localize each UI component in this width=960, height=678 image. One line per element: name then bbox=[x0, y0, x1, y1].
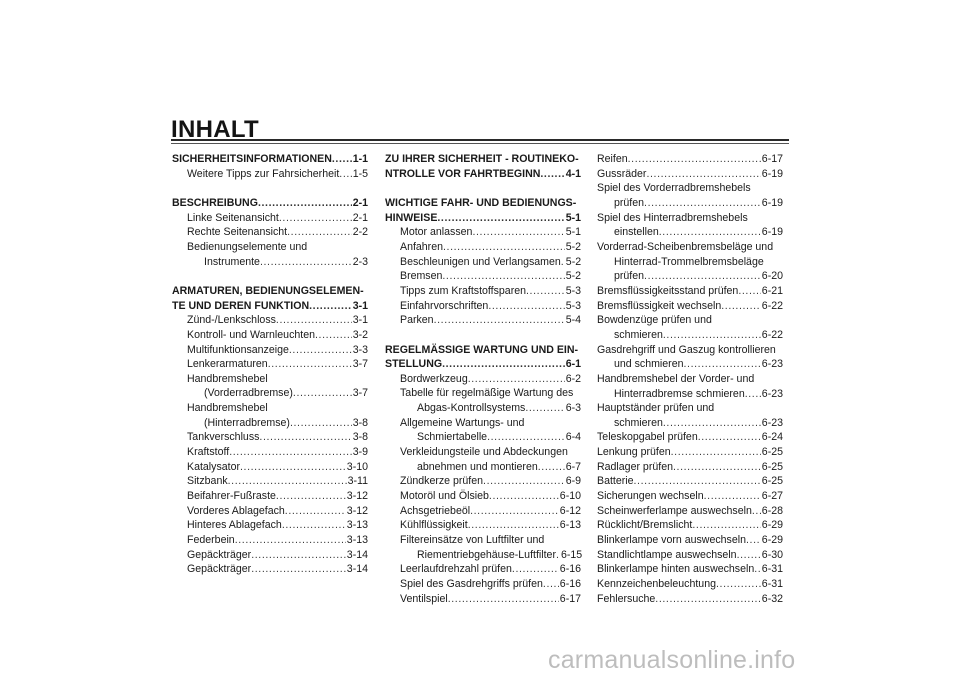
toc-entry[interactable] bbox=[597, 299, 783, 314]
dot-leader bbox=[721, 299, 761, 314]
toc-page-number: 3-10 bbox=[346, 460, 368, 473]
toc-page-number: 6-19 bbox=[761, 226, 783, 239]
toc-entry-text: Radlager prüfen bbox=[597, 460, 673, 473]
toc-page-number: 6-17 bbox=[761, 153, 783, 165]
toc-entry[interactable] bbox=[597, 504, 783, 519]
toc-entry[interactable] bbox=[597, 152, 783, 167]
toc-page-number: 3-14 bbox=[346, 563, 368, 576]
toc-entry-text: Spiel des Vorderradbremshebels bbox=[597, 182, 751, 195]
toc-entry[interactable] bbox=[597, 284, 783, 299]
dot-leader bbox=[540, 167, 564, 182]
toc-entry[interactable] bbox=[172, 489, 368, 504]
toc-entry-text: (Vorderradbremse) bbox=[204, 387, 293, 400]
dot-leader bbox=[512, 562, 559, 577]
toc-page-number: 5-2 bbox=[565, 255, 582, 268]
toc-entry-text: Blinkerlampe hinten auswechseln bbox=[597, 563, 755, 576]
toc-entry-text: STELLUNG bbox=[385, 358, 443, 371]
toc-entry[interactable] bbox=[385, 386, 581, 415]
toc-spacer bbox=[385, 328, 581, 343]
dot-leader bbox=[268, 357, 352, 372]
dot-leader bbox=[483, 474, 565, 489]
toc-entry-text: Abgas-Kontrollsystems bbox=[417, 402, 526, 415]
toc-entry[interactable] bbox=[172, 240, 368, 269]
toc-entry-text: (Hinterradbremse) bbox=[204, 416, 290, 429]
toc-entry-text: Multifunktionsanzeige bbox=[187, 343, 289, 356]
dot-leader bbox=[258, 196, 352, 211]
toc-entry-text: Reifen bbox=[597, 153, 628, 165]
dot-leader bbox=[698, 430, 761, 445]
dot-leader bbox=[276, 313, 352, 328]
dot-leader bbox=[737, 548, 761, 563]
toc-entry[interactable] bbox=[597, 518, 783, 533]
toc-entry[interactable] bbox=[597, 430, 783, 445]
dot-leader bbox=[448, 592, 559, 607]
toc-entry-text: Tabelle für regelmäßige Wartung des bbox=[400, 387, 574, 400]
toc-entry-text: Bedienungselemente und bbox=[187, 240, 308, 253]
toc-entry[interactable] bbox=[597, 460, 783, 475]
toc-entry-text: ARMATUREN, BEDIENUNGSELEMEN- bbox=[172, 284, 364, 297]
toc-entry-text: Bremsen bbox=[400, 270, 443, 283]
toc-entry[interactable] bbox=[385, 592, 581, 607]
toc-entry-text: Achsgetriebeöl bbox=[400, 504, 471, 517]
toc-entry-text: Hauptständer prüfen und bbox=[597, 402, 715, 415]
toc-page-number: 5-3 bbox=[565, 299, 581, 312]
dot-leader bbox=[282, 518, 346, 533]
toc-spacer bbox=[385, 181, 581, 196]
toc-page-number: 6-29 bbox=[761, 519, 783, 532]
toc-page-number: 6-23 bbox=[761, 387, 783, 400]
toc-entry-text: Katalysator bbox=[187, 460, 240, 473]
toc-entry-text: Linke Seitenansicht bbox=[187, 211, 279, 224]
dot-leader bbox=[235, 533, 346, 548]
dot-leader bbox=[260, 255, 352, 270]
toc-page-number: 5-2 bbox=[565, 270, 581, 283]
toc-entry-text: HINWEISE bbox=[385, 211, 438, 224]
toc-entry-text: Handbremshebel bbox=[187, 372, 268, 385]
toc-entry[interactable] bbox=[172, 372, 368, 401]
toc-page-number: 6-16 bbox=[559, 563, 581, 576]
toc-entry-text: Bordwerkzeug bbox=[400, 372, 468, 385]
toc-entry[interactable] bbox=[172, 548, 368, 563]
toc-page-number: 6-12 bbox=[559, 504, 581, 517]
toc-page-number: 5-3 bbox=[565, 284, 581, 297]
toc-page-number: 3-1 bbox=[352, 314, 368, 327]
toc-page-number: 6-16 bbox=[559, 578, 581, 590]
toc-page-number: 6-28 bbox=[761, 504, 783, 517]
toc-page-number: 4-1 bbox=[565, 167, 581, 180]
dot-leader bbox=[752, 504, 761, 519]
toc-entry-text: Leerlaufdrehzahl prüfen bbox=[400, 563, 512, 576]
toc-page-number: 6-31 bbox=[761, 563, 783, 576]
toc-page-number: 6-23 bbox=[761, 416, 783, 429]
dot-leader bbox=[655, 592, 761, 607]
toc-entry-text: Kühlflüssigkeit bbox=[400, 519, 468, 532]
toc-entry-text: Gepäckträger bbox=[187, 548, 252, 561]
toc-entry-text: Sicherungen wechseln bbox=[597, 490, 704, 503]
title-rule-thin bbox=[171, 143, 789, 144]
dot-leader bbox=[287, 225, 352, 240]
toc-section-entry[interactable] bbox=[172, 284, 368, 313]
toc-entry-text: Teleskopgabel prüfen bbox=[597, 431, 698, 444]
toc-entry[interactable] bbox=[385, 255, 581, 270]
toc-entry[interactable] bbox=[385, 240, 581, 255]
toc-entry-text: WICHTIGE FAHR- UND BEDIENUNGS- bbox=[385, 196, 577, 209]
toc-section-entry[interactable] bbox=[172, 152, 368, 167]
toc-page-number: 6-2 bbox=[565, 372, 581, 385]
dot-leader bbox=[290, 416, 352, 431]
dot-leader bbox=[315, 328, 352, 343]
toc-entry-text: Allgemeine Wartungs- und bbox=[400, 416, 525, 429]
toc-entry[interactable] bbox=[172, 474, 368, 489]
toc-page-number: 6-9 bbox=[565, 475, 581, 488]
toc-entry-text: Blinkerlampe vorn auswechseln bbox=[597, 534, 746, 547]
toc-entry-text: abnehmen und montieren bbox=[417, 460, 538, 473]
toc-entry[interactable] bbox=[172, 328, 368, 343]
toc-page-number: 6-29 bbox=[761, 534, 783, 547]
toc-entry[interactable] bbox=[385, 269, 581, 284]
toc-entry-text: ZU IHRER SICHERHEIT - ROUTINEKO- bbox=[385, 153, 579, 165]
dot-leader bbox=[644, 269, 761, 284]
toc-entry[interactable] bbox=[597, 533, 783, 548]
dot-leader bbox=[704, 489, 761, 504]
toc-page-number: 6-23 bbox=[761, 358, 783, 371]
dot-leader bbox=[489, 489, 559, 504]
dot-leader bbox=[628, 152, 761, 167]
toc-entry[interactable] bbox=[172, 343, 368, 358]
toc-page-number: 6-15 bbox=[560, 548, 583, 561]
toc-entry-text: Fehlersuche bbox=[597, 592, 656, 605]
toc-entry-text: Bowdenzüge prüfen und bbox=[597, 314, 712, 327]
toc-page-number: 6-22 bbox=[761, 328, 783, 341]
toc-page-number: 5-1 bbox=[565, 226, 581, 239]
toc-page-number: 3-8 bbox=[352, 416, 368, 429]
toc-page-number: 3-3 bbox=[352, 343, 368, 356]
dot-leader bbox=[543, 577, 559, 592]
toc-entry[interactable] bbox=[385, 533, 581, 562]
toc-entry[interactable] bbox=[597, 181, 783, 210]
toc-page-number: 3-11 bbox=[347, 475, 368, 488]
toc-entry[interactable] bbox=[385, 284, 581, 299]
toc-column-3 bbox=[597, 152, 783, 606]
dot-leader bbox=[663, 328, 761, 343]
dot-leader bbox=[644, 196, 761, 211]
toc-entry[interactable] bbox=[597, 577, 783, 592]
toc-entry-text: prüfen bbox=[614, 196, 645, 209]
toc-entry[interactable] bbox=[172, 211, 368, 226]
toc-entry-text: BESCHREIBUNG bbox=[172, 196, 258, 209]
toc-entry[interactable] bbox=[385, 504, 581, 519]
toc-entry-text: Weitere Tipps zur Fahrsicherheit bbox=[187, 167, 340, 180]
toc-section-entry[interactable] bbox=[385, 196, 581, 225]
toc-entry-text: Bremsflüssigkeit wechseln bbox=[597, 299, 722, 312]
toc-entry[interactable] bbox=[172, 445, 368, 460]
toc-entry-text: Beifahrer-Fußraste bbox=[187, 490, 276, 503]
toc-entry-text: Vorderes Ablagefach bbox=[187, 504, 285, 517]
toc-page-number: 2-2 bbox=[352, 226, 368, 239]
toc-page-number: 6-27 bbox=[761, 490, 783, 503]
toc-entry-text: Schmiertabelle bbox=[417, 431, 488, 444]
toc-entry[interactable] bbox=[597, 401, 783, 430]
page-title: INHALT bbox=[171, 116, 260, 143]
toc-page-number: 1-5 bbox=[352, 167, 368, 180]
toc-entry[interactable] bbox=[597, 592, 783, 607]
toc-entry[interactable] bbox=[597, 167, 783, 182]
toc-entry-text: Gussräder bbox=[597, 167, 647, 180]
toc-page-number: 6-13 bbox=[559, 519, 581, 532]
dot-leader bbox=[746, 533, 761, 548]
toc-entry-text: Riementriebgehäuse-Luftfilter bbox=[417, 548, 556, 561]
toc-entry-text: Filtereinsätze von Luftfilter und bbox=[400, 534, 545, 547]
toc-entry-text: Bremsflüssigkeitsstand prüfen bbox=[597, 284, 739, 297]
toc-entry-text: Vorderrad-Scheibenbremsbeläge und bbox=[597, 240, 774, 253]
toc-page-number: 6-7 bbox=[565, 460, 581, 473]
toc-entry-text: Verkleidungsteile und Abdeckungen bbox=[400, 446, 568, 459]
dot-leader bbox=[434, 313, 565, 328]
dot-leader bbox=[251, 562, 346, 577]
toc-page-number: 3-13 bbox=[346, 519, 368, 532]
toc-entry[interactable] bbox=[172, 460, 368, 475]
toc-page-number: 3-9 bbox=[352, 446, 368, 459]
toc-page-number: 6-21 bbox=[761, 284, 783, 297]
toc-entry[interactable] bbox=[597, 211, 783, 240]
toc-entry-text: Batterie bbox=[597, 475, 634, 488]
toc-page-number: 3-13 bbox=[346, 534, 368, 547]
toc-entry-text: Einfahrvorschriften bbox=[400, 299, 489, 312]
dot-leader bbox=[487, 430, 565, 445]
toc-entry[interactable] bbox=[385, 372, 581, 387]
toc-page-number: 1-1 bbox=[352, 153, 368, 165]
toc-section-entry[interactable] bbox=[172, 196, 368, 211]
toc-entry[interactable] bbox=[385, 489, 581, 504]
toc-entry[interactable] bbox=[172, 357, 368, 372]
toc-section-entry[interactable] bbox=[385, 152, 581, 181]
toc-page-number: 5-4 bbox=[565, 314, 581, 327]
toc-page-number: 6-30 bbox=[761, 548, 783, 561]
toc-entry-text: Gepäckträger bbox=[187, 563, 252, 576]
dot-leader bbox=[663, 416, 761, 431]
toc-entry-text: Gasdrehgriff und Gaszug kontrollieren bbox=[597, 343, 776, 356]
toc-page-number: 3-2 bbox=[352, 328, 368, 341]
toc-entry[interactable] bbox=[385, 416, 581, 445]
dot-leader bbox=[488, 299, 564, 314]
toc-page-number: 6-22 bbox=[761, 299, 783, 312]
dot-leader bbox=[745, 387, 761, 402]
toc-entry-text: Lenkung prüfen bbox=[597, 446, 671, 459]
toc-page-number: 6-19 bbox=[761, 196, 783, 209]
toc-entry[interactable] bbox=[597, 548, 783, 563]
toc-page-number: 6-3 bbox=[565, 402, 581, 415]
toc-entry-text: NTROLLE VOR FAHRTBEGINN bbox=[385, 167, 541, 180]
toc-entry-text: Hinteres Ablagefach bbox=[187, 519, 282, 532]
dot-leader bbox=[671, 445, 761, 460]
toc-entry-text: Sitzbank bbox=[187, 475, 228, 488]
toc-entry-text: prüfen bbox=[614, 270, 645, 283]
dot-leader bbox=[259, 430, 351, 445]
toc-entry-text: REGELMÄSSIGE WARTUNG UND EIN- bbox=[385, 343, 579, 356]
toc-entry[interactable] bbox=[385, 562, 581, 577]
toc-entry-text: TE UND DEREN FUNKTION bbox=[172, 299, 310, 312]
toc-entry[interactable] bbox=[172, 533, 368, 548]
toc-entry-text: schmieren bbox=[614, 416, 663, 429]
toc-column-2 bbox=[385, 152, 581, 606]
toc-entry[interactable] bbox=[597, 372, 783, 401]
dot-leader bbox=[673, 460, 761, 475]
toc-page-number: 5-2 bbox=[565, 240, 581, 253]
title-rule bbox=[171, 139, 789, 141]
toc-entry-text: Rücklicht/Bremslicht bbox=[597, 519, 693, 532]
toc-entry-text: Handbremshebel bbox=[187, 402, 268, 415]
toc-entry[interactable] bbox=[385, 313, 581, 328]
toc-page-number: 2-3 bbox=[352, 255, 368, 268]
toc-entry[interactable] bbox=[597, 240, 783, 284]
toc-page-number: 6-25 bbox=[761, 446, 783, 459]
dot-leader bbox=[289, 343, 352, 358]
toc-entry-text: Kraftstoff bbox=[187, 446, 230, 459]
toc-page-number: 6-25 bbox=[761, 460, 783, 473]
toc-page-number: 3-7 bbox=[352, 387, 368, 400]
toc-entry-text: einstellen bbox=[614, 226, 659, 239]
dot-leader bbox=[285, 504, 346, 519]
toc-page-number: 3-12 bbox=[346, 490, 368, 503]
toc-entry[interactable] bbox=[385, 445, 581, 474]
dot-leader bbox=[228, 474, 347, 489]
toc-entry[interactable] bbox=[385, 299, 581, 314]
toc-page-number: 6-31 bbox=[761, 578, 783, 591]
toc-entry-text: Anfahren bbox=[400, 240, 443, 253]
toc-page-number: 6-1 bbox=[565, 358, 581, 371]
toc-entry[interactable] bbox=[172, 225, 368, 240]
dot-leader bbox=[646, 167, 760, 182]
toc-entry-text: Parken bbox=[400, 314, 434, 327]
dot-leader bbox=[443, 240, 565, 255]
dot-leader bbox=[442, 269, 564, 284]
toc-page-number: 5-1 bbox=[565, 211, 581, 224]
toc-entry[interactable] bbox=[172, 167, 368, 182]
dot-leader bbox=[293, 386, 352, 401]
toc-entry[interactable] bbox=[385, 474, 581, 489]
toc-page-number: 6-20 bbox=[761, 270, 783, 283]
toc-page-number: 3-12 bbox=[346, 504, 368, 517]
toc-page-number: 3-7 bbox=[352, 358, 368, 371]
toc-entry[interactable] bbox=[385, 225, 581, 240]
toc-entry[interactable] bbox=[385, 577, 581, 592]
dot-leader bbox=[468, 518, 559, 533]
toc-column-1 bbox=[172, 152, 368, 577]
toc-page-number: 3-1 bbox=[352, 299, 368, 312]
toc-page-number: 6-25 bbox=[761, 475, 783, 488]
toc-entry-text: Lenkerarmaturen bbox=[187, 358, 268, 371]
toc-page-number: 6-24 bbox=[761, 431, 783, 444]
toc-entry[interactable] bbox=[597, 313, 783, 342]
dot-leader bbox=[251, 548, 346, 563]
dot-leader bbox=[716, 577, 761, 592]
dot-leader bbox=[738, 284, 760, 299]
toc-entry-text: Instrumente bbox=[204, 255, 260, 268]
toc-spacer bbox=[172, 181, 368, 196]
toc-entry[interactable] bbox=[597, 445, 783, 460]
toc-entry-text: Kennzeichenbeleuchtung bbox=[597, 578, 716, 591]
dot-leader bbox=[692, 518, 760, 533]
dot-leader bbox=[525, 401, 564, 416]
toc-entry[interactable] bbox=[597, 562, 783, 577]
dot-leader bbox=[279, 211, 352, 226]
toc-page-number: 6-17 bbox=[559, 592, 581, 605]
dot-leader bbox=[659, 225, 761, 240]
toc-entry-text: Rechte Seitenansicht bbox=[187, 226, 288, 239]
toc-entry[interactable] bbox=[172, 430, 368, 445]
toc-entry-text: Kontroll- und Warnleuchten bbox=[187, 328, 315, 341]
toc-entry-text: Motor anlassen bbox=[400, 226, 473, 239]
toc-entry-text: Hinterrad-Trommelbremsbeläge bbox=[614, 255, 764, 268]
toc-entry-text: Tipps zum Kraftstoffsparen bbox=[400, 284, 527, 297]
toc-entry[interactable] bbox=[172, 313, 368, 328]
toc-entry[interactable] bbox=[172, 401, 368, 430]
dot-leader bbox=[472, 225, 564, 240]
toc-entry-text: Motoröl und Ölsieb bbox=[400, 490, 489, 503]
toc-page-number: 3-8 bbox=[352, 431, 368, 444]
toc-entry-text: Scheinwerferlampe auswechseln bbox=[597, 504, 752, 517]
dot-leader bbox=[339, 167, 351, 182]
dot-leader bbox=[538, 460, 565, 475]
dot-leader bbox=[634, 474, 761, 489]
toc-entry[interactable] bbox=[597, 343, 783, 372]
toc-entry[interactable] bbox=[172, 504, 368, 519]
toc-page-number: 2-1 bbox=[352, 196, 368, 209]
toc-entry-text: Zündkerze prüfen bbox=[400, 475, 484, 488]
toc-entry-text: Zünd-/Lenkschloss bbox=[187, 314, 276, 327]
toc-entry-text: Beschleunigen und Verlangsamen bbox=[400, 255, 561, 268]
toc-entry-text: Ventilspiel bbox=[400, 592, 448, 605]
watermark: carmanualsonline.info bbox=[548, 646, 796, 674]
toc-entry-text: Spiel des Gasdrehgriffs prüfen bbox=[400, 578, 543, 590]
toc-spacer bbox=[172, 269, 368, 284]
toc-entry-text: SICHERHEITSINFORMATIONEN bbox=[172, 153, 332, 165]
dot-leader bbox=[684, 357, 761, 372]
dot-leader bbox=[470, 504, 559, 519]
toc-page-number: 6-32 bbox=[761, 592, 783, 605]
toc-entry[interactable] bbox=[597, 474, 783, 489]
toc-entry-text: Spiel des Hinterradbremshebels bbox=[597, 211, 748, 224]
toc-entry-text: schmieren bbox=[614, 328, 663, 341]
toc-section-entry[interactable] bbox=[385, 343, 581, 372]
dot-leader bbox=[229, 445, 351, 460]
dot-leader bbox=[240, 460, 346, 475]
toc-entry-text: Standlichtlampe auswechseln bbox=[597, 548, 737, 561]
dot-leader bbox=[526, 284, 565, 299]
toc-entry-text: Tankverschluss bbox=[187, 431, 260, 444]
toc-entry[interactable] bbox=[172, 518, 368, 533]
toc-page-number: 6-19 bbox=[761, 167, 783, 180]
toc-page-number: 6-10 bbox=[559, 490, 581, 503]
dot-leader bbox=[437, 211, 564, 226]
dot-leader bbox=[309, 299, 352, 314]
toc-entry-text: Handbremshebel der Vorder- und bbox=[597, 372, 755, 385]
toc-entry[interactable] bbox=[385, 518, 581, 533]
dot-leader bbox=[332, 152, 352, 167]
toc-page-number: 3-14 bbox=[346, 548, 368, 561]
toc-entry[interactable] bbox=[172, 562, 368, 577]
dot-leader bbox=[442, 357, 565, 372]
dot-leader bbox=[276, 489, 346, 504]
toc-page-number: 2-1 bbox=[352, 211, 368, 224]
dot-leader bbox=[468, 372, 565, 387]
toc-entry[interactable] bbox=[597, 489, 783, 504]
toc-entry-text: und schmieren bbox=[614, 358, 684, 371]
toc-entry-text: Federbein bbox=[187, 534, 235, 547]
toc-page-number: 6-4 bbox=[565, 431, 581, 444]
toc-entry-text: Hinterradbremse schmieren bbox=[614, 387, 745, 400]
